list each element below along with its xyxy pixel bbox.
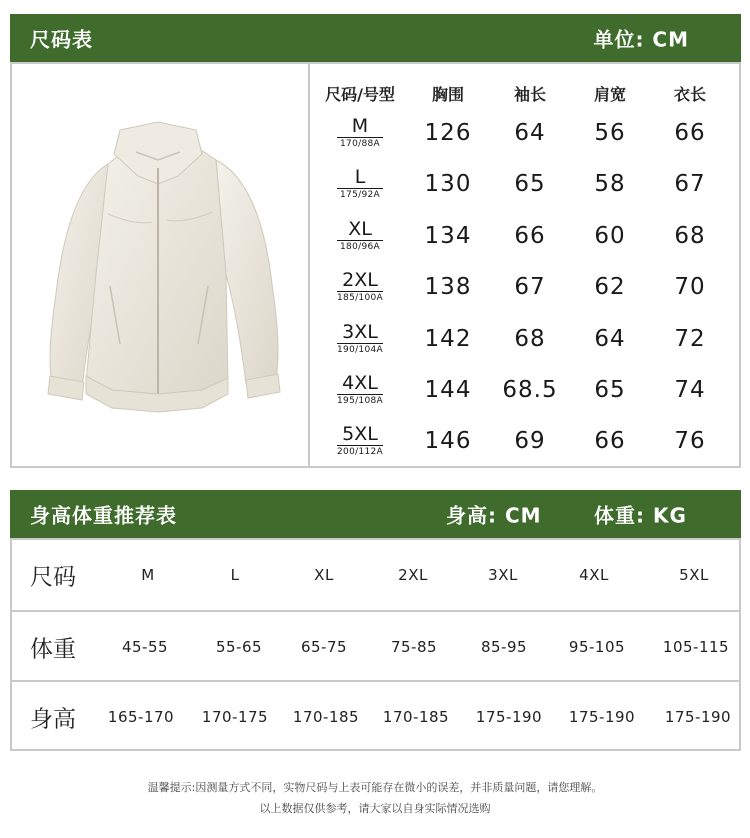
weight-value: 75-85 [390, 638, 438, 656]
size-cell [322, 373, 398, 406]
weight-value: 55-65 [215, 638, 263, 656]
size-divider [337, 137, 383, 138]
shoulder-value: 58 [594, 171, 626, 197]
length-value: 70 [674, 274, 706, 300]
shoulder-value: 60 [594, 223, 626, 249]
size-spec: 190/104A [337, 345, 383, 355]
height-value: 175-190 [664, 708, 732, 726]
length-value: 72 [674, 326, 706, 352]
chest-value: 144 [424, 377, 472, 403]
size-value: L [230, 566, 240, 584]
chest-value: 146 [424, 428, 472, 454]
sleeve-value: 69 [514, 428, 546, 454]
row-label: 体重 [30, 636, 76, 663]
sleeve-value: 64 [514, 120, 546, 146]
size-value: M [141, 566, 155, 584]
size-cell [322, 167, 398, 200]
size-label: M [351, 115, 369, 137]
length-value: 66 [674, 120, 706, 146]
shoulder-value: 66 [594, 428, 626, 454]
col-header-sleeve: 袖长 [513, 85, 546, 104]
col-header-chest: 胸围 [431, 85, 464, 104]
sleeve-value: 68 [514, 326, 546, 352]
row-label: 身高 [30, 706, 76, 733]
shoulder-value: 64 [594, 326, 626, 352]
size-cell [322, 219, 398, 252]
size-divider [337, 343, 383, 344]
chest-value: 130 [424, 171, 472, 197]
size-label: 5XL [342, 423, 378, 445]
size-label: 2XL [342, 269, 378, 291]
weight-value: 95-105 [568, 638, 626, 656]
shoulder-value: 65 [594, 377, 626, 403]
size-spec: 170/88A [340, 139, 380, 149]
chest-value: 134 [424, 223, 472, 249]
size-chart-unit: 单位: CM [593, 27, 689, 52]
length-value: 74 [674, 377, 706, 403]
recommendation-table [10, 538, 741, 751]
size-value: 5XL [679, 566, 709, 584]
length-value: 67 [674, 171, 706, 197]
chest-value: 126 [424, 120, 472, 146]
footnote-reference: 以上数据仅供参考，请大家以自身实际情况选购 [259, 802, 491, 815]
size-divider [337, 240, 383, 241]
size-spec: 195/108A [337, 396, 383, 406]
chest-value: 142 [424, 326, 472, 352]
size-spec: 175/92A [340, 190, 380, 200]
product-photo-panel [12, 64, 310, 466]
footnote-reminder: 温馨提示:因测量方式不同，实物尺码与上表可能存在微小的误差，并非质量问题，请您理解。 [147, 781, 603, 794]
sleeve-value: 65 [514, 171, 546, 197]
col-header-shoulder: 肩宽 [593, 85, 626, 104]
chest-value: 138 [424, 274, 472, 300]
size-spec: 200/112A [337, 447, 383, 457]
shoulder-value: 62 [594, 274, 626, 300]
shoulder-value: 56 [594, 120, 626, 146]
height-value: 170-175 [201, 708, 269, 726]
size-value: 2XL [398, 566, 428, 584]
height-value: 165-170 [107, 708, 175, 726]
size-label: XL [348, 218, 372, 240]
size-value: 4XL [579, 566, 609, 584]
row-label: 尺码 [30, 564, 76, 591]
size-chart [10, 62, 741, 468]
size-divider [337, 188, 383, 189]
length-value: 76 [674, 428, 706, 454]
jacket-photo [12, 64, 308, 466]
size-label: 3XL [342, 321, 378, 343]
size-label: 4XL [342, 372, 378, 394]
rec-row-size [12, 540, 739, 610]
size-divider [337, 394, 383, 395]
weight-value: 65-75 [300, 638, 348, 656]
size-value: 3XL [488, 566, 518, 584]
height-unit: 身高: CM [446, 503, 542, 528]
height-value: 175-190 [475, 708, 543, 726]
length-value: 68 [674, 223, 706, 249]
recommendation-header [10, 490, 741, 538]
size-cell [322, 424, 398, 457]
size-table [310, 64, 739, 466]
size-chart-header [10, 14, 741, 62]
col-header-size: 尺码/号型 [325, 85, 395, 104]
size-cell [322, 116, 398, 149]
sleeve-value: 68.5 [502, 377, 558, 403]
sleeve-value: 66 [514, 223, 546, 249]
size-divider [337, 445, 383, 446]
size-divider [337, 291, 383, 292]
size-value: XL [314, 566, 334, 584]
size-cell [322, 322, 398, 355]
size-spec: 185/100A [337, 293, 383, 303]
recommendation-title: 身高体重推荐表 [30, 503, 177, 528]
weight-value: 45-55 [121, 638, 169, 656]
size-label: L [354, 166, 366, 188]
height-value: 175-190 [568, 708, 636, 726]
weight-value: 105-115 [662, 638, 730, 656]
height-value: 170-185 [292, 708, 360, 726]
rec-row-weight [12, 610, 739, 682]
height-value: 170-185 [382, 708, 450, 726]
weight-unit: 体重: KG [594, 503, 687, 528]
size-cell [322, 270, 398, 303]
weight-value: 85-95 [480, 638, 528, 656]
sleeve-value: 67 [514, 274, 546, 300]
col-header-length: 衣长 [673, 85, 706, 104]
rec-row-height [12, 680, 739, 752]
size-chart-title: 尺码表 [30, 27, 93, 52]
size-spec: 180/96A [340, 242, 380, 252]
